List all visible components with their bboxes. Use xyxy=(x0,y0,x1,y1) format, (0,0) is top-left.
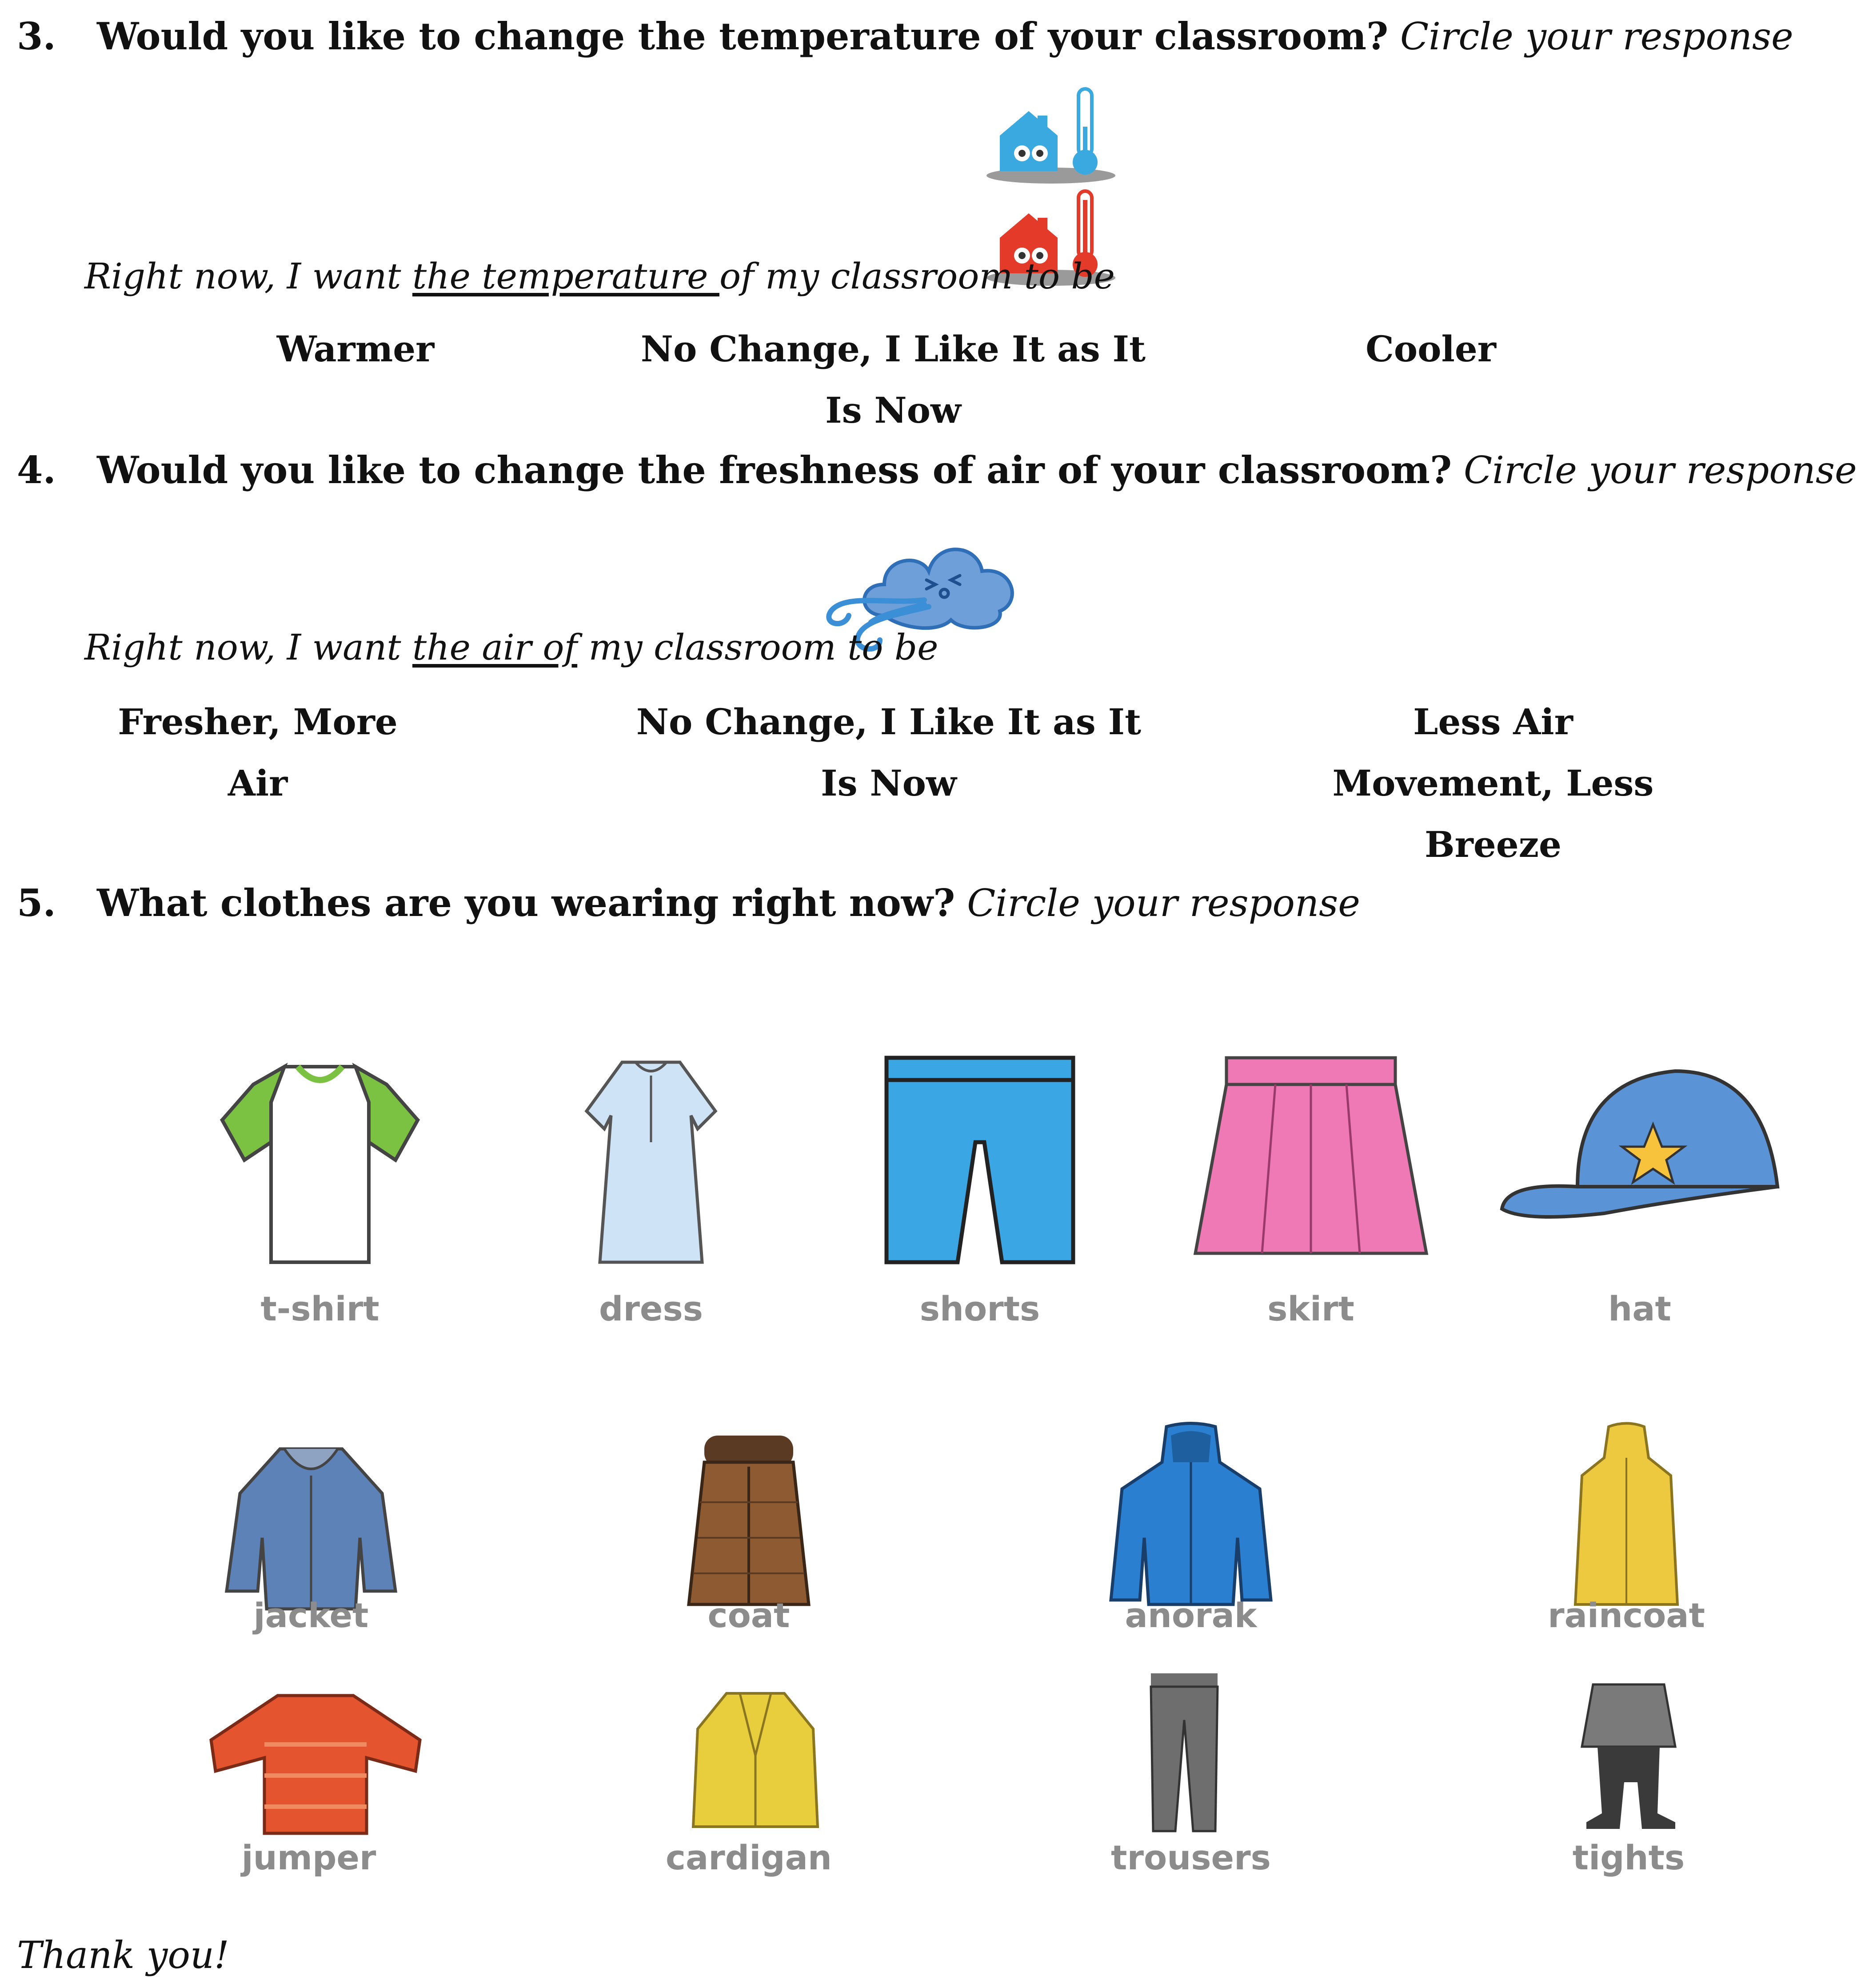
anorak-icon[interactable] xyxy=(1109,1422,1273,1609)
clothing-label-jacket: jacket xyxy=(253,1596,369,1635)
question-4-instruction: Circle your response xyxy=(1463,448,1857,492)
clothing-label-skirt: skirt xyxy=(1267,1289,1354,1328)
prompt-text: of my classroom to be xyxy=(719,256,1115,297)
question-4-prompt xyxy=(84,627,938,668)
coat-icon[interactable] xyxy=(682,1431,815,1613)
clothing-label-raincoat: raincoat xyxy=(1548,1596,1705,1635)
option-fresher[interactable]: Fresher, More Air xyxy=(118,701,398,804)
question-3-instruction: Circle your response xyxy=(1400,15,1793,58)
jacket-icon[interactable] xyxy=(222,1440,400,1613)
option-no-change[interactable]: No Change, I Like It as It Is Now xyxy=(636,701,1142,804)
question-4-text xyxy=(97,448,1857,492)
tshirt-icon[interactable] xyxy=(209,1053,431,1276)
clothing-label-trousers: trousers xyxy=(1111,1838,1271,1877)
question-5-instruction: Circle your response xyxy=(967,881,1360,925)
question-3-prompt xyxy=(84,256,1115,297)
hat-icon[interactable] xyxy=(1498,1053,1782,1240)
clothing-label-coat: coat xyxy=(707,1596,790,1635)
cardigan-icon[interactable] xyxy=(691,1689,820,1831)
clothing-label-cardigan: cardigan xyxy=(665,1838,832,1877)
tights-icon[interactable] xyxy=(1575,1680,1682,1831)
clothing-label-dress: dress xyxy=(599,1289,703,1328)
cool-house-thermometer-icon xyxy=(984,87,1118,184)
clothing-label-shorts: shorts xyxy=(919,1289,1040,1328)
option-cooler[interactable]: Cooler xyxy=(1366,328,1496,370)
option-less-air[interactable]: Less Air Movement, Less Breeze xyxy=(1332,701,1654,865)
prompt-text: Right now, I want xyxy=(84,256,412,297)
skirt-icon[interactable] xyxy=(1186,1053,1435,1267)
question-3-number: 3. xyxy=(17,14,56,58)
clothing-label-hat: hat xyxy=(1608,1289,1671,1328)
prompt-text: my classroom to be xyxy=(577,627,938,668)
prompt-underlined: the temperature xyxy=(412,256,719,297)
thank-you-text: Thank you! xyxy=(17,1933,229,1977)
dress-icon[interactable] xyxy=(569,1053,733,1271)
question-3-text xyxy=(97,14,1793,58)
option-warmer[interactable]: Warmer xyxy=(276,328,435,370)
option-no-change[interactable]: No Change, I Like It as It Is Now xyxy=(640,328,1146,431)
trousers-icon[interactable] xyxy=(1146,1671,1222,1836)
clothing-label-anorak: anorak xyxy=(1125,1596,1257,1635)
question-5-title: What clothes are you wearing right now? xyxy=(97,881,955,925)
question-4-title: Would you like to change the freshness of air of your classroom? xyxy=(97,448,1452,492)
prompt-underlined: the air of xyxy=(412,627,578,668)
raincoat-icon[interactable] xyxy=(1573,1422,1680,1609)
question-5-number: 5. xyxy=(17,881,56,925)
question-5-text xyxy=(97,881,1360,925)
prompt-text: Right now, I want xyxy=(84,627,412,668)
clothing-label-tshirt: t-shirt xyxy=(260,1289,379,1328)
clothing-label-tights: tights xyxy=(1572,1838,1685,1877)
shorts-icon[interactable] xyxy=(878,1053,1082,1271)
jumper-icon[interactable] xyxy=(202,1691,429,1838)
clothing-label-jumper: jumper xyxy=(241,1838,376,1877)
question-3-title: Would you like to change the temperature of your classroom? xyxy=(97,14,1389,58)
question-4-number: 4. xyxy=(17,448,56,492)
